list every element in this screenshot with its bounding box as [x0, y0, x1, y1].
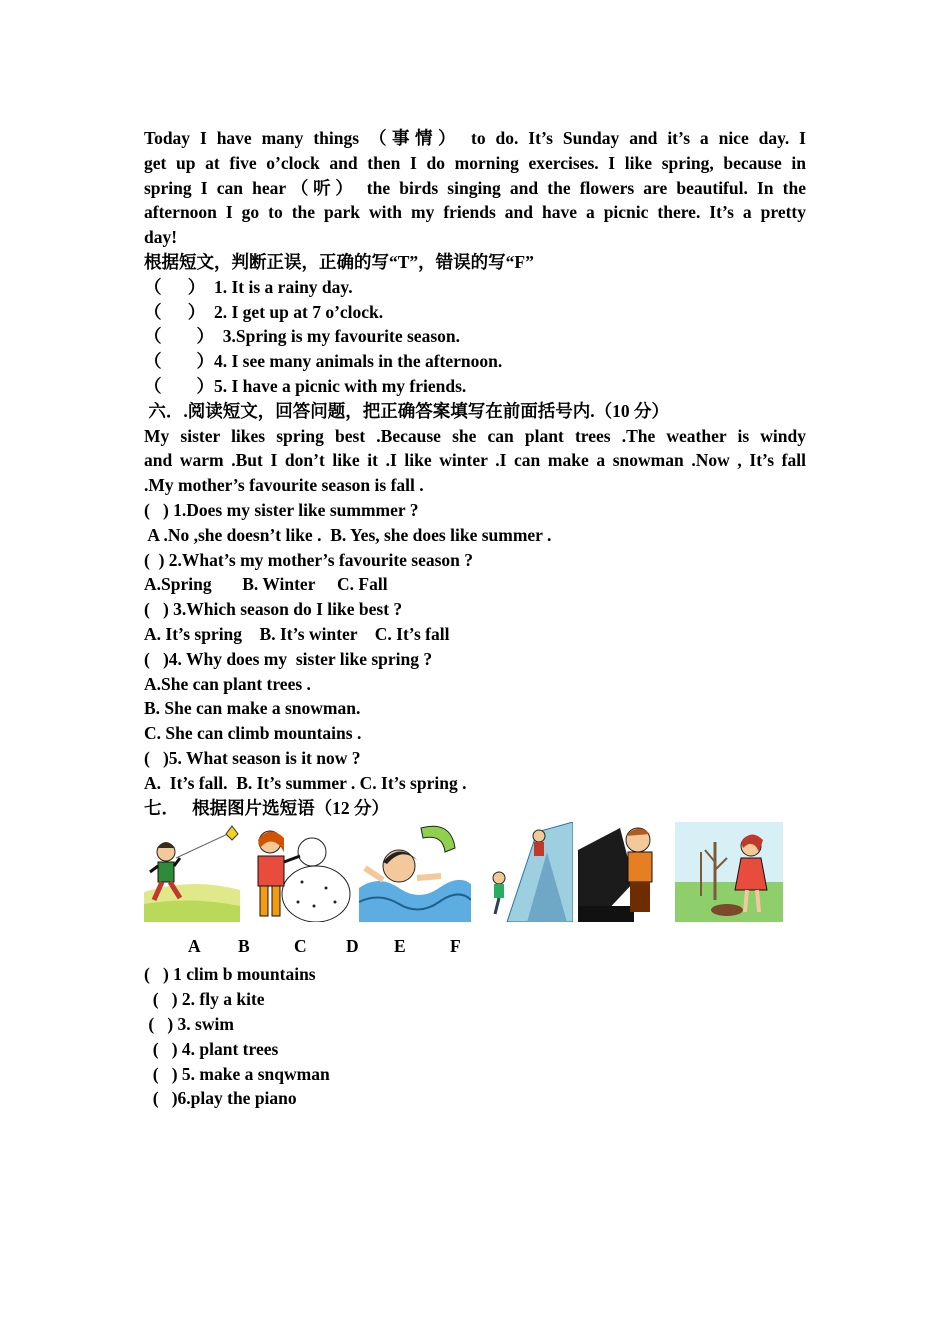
picture-letter: E [394, 936, 406, 957]
question-line: A.She can plant trees . [144, 673, 311, 694]
true-false-instruction: 根据短文，判断正误，正确的写“T”，错误的写“F” [144, 251, 534, 272]
question-line: ( ) 3.Which season do I like best ? [144, 599, 403, 620]
worksheet [144, 126, 806, 1111]
kite-flying-picture [144, 822, 240, 922]
snowman-picture [240, 822, 352, 922]
phrase-item: ( )6.play the piano [144, 1088, 297, 1109]
true-false-item: （ ）4. I see many animals in the afternoon. [144, 351, 503, 372]
tree-planting-picture [675, 822, 783, 922]
mountain-climbing-picture [477, 822, 573, 922]
question-line: A.Spring B. Winter C. Fall [144, 574, 388, 595]
passage-line: Today I have many things （事情） to do. It’s Sunday and it’s a nice day. I [144, 128, 806, 148]
question-line: ( ) 1.Does my sister like summmer ? [144, 499, 419, 520]
question-line: ( )4. Why does my sister like spring ? [144, 648, 433, 669]
phrase-item: ( ) 2. fly a kite [144, 989, 265, 1010]
piano-picture [574, 822, 670, 922]
true-false-item: （ ）5. I have a picnic with my friends. [144, 375, 467, 396]
phrase-item: ( ) 4. plant trees [144, 1038, 279, 1059]
picture-letter: B [238, 936, 250, 957]
picture-letter: A [188, 936, 201, 957]
picture-letter: D [346, 936, 359, 957]
phrase-item: ( ) 5. make a snqwman [144, 1063, 330, 1084]
reading-passage-2 [144, 424, 806, 498]
picture-strip [144, 822, 806, 924]
passage-line: spring I can hear（听） the birds singing and the flowers are beautiful. In the [144, 177, 806, 198]
passage-line: afternoon I go to the park with my friends and have a picnic there. It’s a pretty [144, 202, 806, 223]
question-line: C. She can climb mountains . [144, 723, 362, 744]
swimming-picture [359, 822, 471, 922]
picture-letter-row [144, 936, 806, 962]
true-false-list [144, 275, 806, 399]
section-seven-title: 七． 根据图片选短语（12 分） [144, 797, 389, 818]
question-list [144, 498, 806, 796]
question-line: ( ) 2.What’s my mother’s favourite season ? [144, 549, 474, 570]
section-six-title: 六．.阅读短文，回答问题，把正确答案填写在前面括号内.（10 分） [144, 400, 669, 421]
picture-letter: F [450, 936, 461, 957]
true-false-item: （ ） 1. It is a rainy day. [144, 276, 353, 297]
passage-line: .My mother’s favourite season is fall . [144, 475, 424, 496]
question-line: ( )5. What season is it now ? [144, 747, 361, 768]
question-line: A. It’s spring B. It’s winter C. It’s fall [144, 623, 450, 644]
question-line: A .No ,she doesn’t like . B. Yes, she does like summer . [144, 524, 552, 545]
phrase-item: ( ) 3. swim [144, 1013, 234, 1034]
phrase-list [144, 962, 806, 1111]
passage-line: and warm .But I don’t like it .I like winter .I can make a snowman .Now , It’s fall [144, 450, 806, 471]
passage-line: get up at five o’clock and then I do morning exercises. I like spring, because in [144, 152, 806, 173]
passage-line: day! [144, 227, 178, 248]
true-false-item: （ ） 3.Spring is my favourite season. [144, 326, 460, 347]
question-line: B. She can make a snowman. [144, 698, 361, 719]
phrase-item: ( ) 1 clim b mountains [144, 964, 316, 985]
question-line: A. It’s fall. B. It’s summer . C. It’s spring . [144, 772, 467, 793]
reading-passage-1 [144, 126, 806, 250]
picture-letter: C [294, 936, 307, 957]
true-false-item: （ ） 2. I get up at 7 o’clock. [144, 301, 384, 322]
passage-line: My sister likes spring best .Because she can plant trees .The weather is windy [144, 425, 806, 446]
